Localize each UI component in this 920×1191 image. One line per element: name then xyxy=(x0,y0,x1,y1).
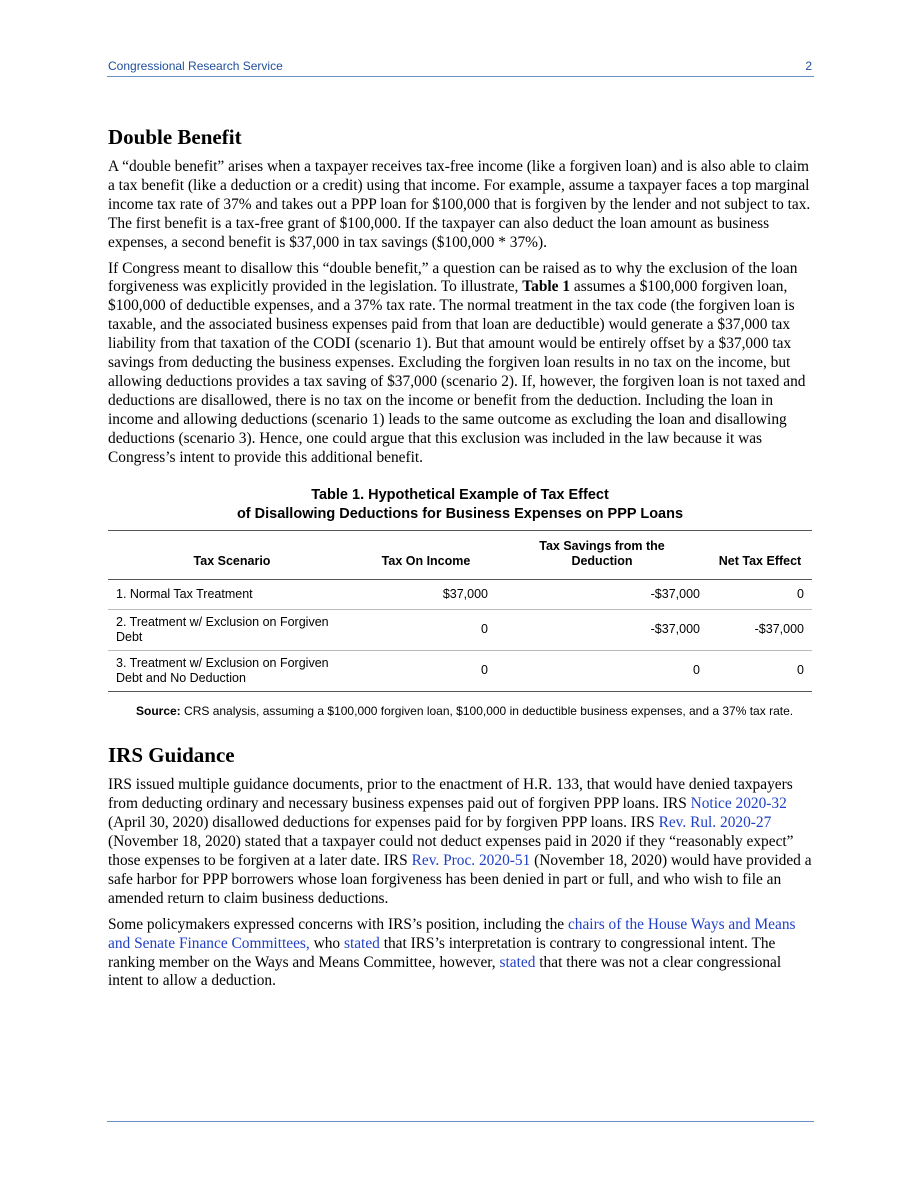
table-cell: 1. Normal Tax Treatment xyxy=(108,579,356,609)
table-row xyxy=(108,609,812,650)
text-run: IRS issued multiple guidance documents, prior to the enactment of H.R. 133, that would have denied taxpayers from deducting ordinary and necessary business expenses paid out of forgiven PPP loans. IRS xyxy=(108,776,793,813)
link-rev-proc-2020-51[interactable]: Rev. Proc. 2020-51 xyxy=(411,852,531,870)
table-cell: 2. Treatment w/ Exclusion on Forgiven Debt xyxy=(108,609,356,650)
table-cell: 3. Treatment w/ Exclusion on Forgiven Debt and No Deduction xyxy=(116,655,329,685)
running-header xyxy=(107,58,814,77)
paragraph xyxy=(108,916,812,992)
link-rev-rul-2020-27[interactable]: Rev. Rul. 2020-27 xyxy=(658,814,772,832)
source-text: CRS analysis, assuming a $100,000 forgiven loan, $100,000 in deductible business expenses, and a 37% tax rate. xyxy=(180,703,794,718)
table-cell: -$37,000 xyxy=(708,609,812,650)
link-stated-chairs[interactable]: stated xyxy=(343,934,380,952)
header-page-number: 2 xyxy=(805,59,812,73)
column-header: Net Tax Effect xyxy=(708,530,812,579)
table-cell: 0 xyxy=(708,579,812,609)
link-committee-chairs[interactable]: chairs of the House Ways and Means and Senate Finance Committees, xyxy=(108,915,796,952)
section-heading-double-benefit: Double Benefit xyxy=(108,125,242,149)
table-source-note xyxy=(136,702,812,721)
text-run: that IRS’s interpretation is contrary to congressional intent. The ranking member on the Ways and Means Committee, however, xyxy=(108,934,776,971)
main-content xyxy=(108,124,812,998)
caption-line: of Disallowing Deductions for Business Expenses on PPP Loans xyxy=(236,505,684,522)
paragraph: A “double benefit” arises when a taxpayer receives tax-free income (like a forgiven loan) and is also able to claim a tax benefit (like a deduction or a credit) using that income. For example, assume a taxpayer faces a top marginal income tax rate of 37% and takes out a PPP loan for $100,000 that is forgiven by the lender and not subject to tax. The first benefit is a tax-free grant of $100,000. If the taxpayer can also deduct the loan amount as business expenses, a second benefit is $37,000 in tax savings ($100,000 * 37%). xyxy=(108,158,811,251)
table-cell: $37,000 xyxy=(356,579,496,609)
text-run: Some policymakers expressed concerns with IRS’s position, including the xyxy=(108,915,568,933)
header-org: Congressional Research Service xyxy=(108,59,283,73)
table-caption xyxy=(108,486,812,524)
table-cell: 0 xyxy=(481,663,488,677)
table-row xyxy=(108,579,812,609)
column-header: Tax Scenario xyxy=(108,530,356,579)
source-label: Source: xyxy=(136,703,181,718)
text-run: that there was not a clear congressional intent to allow a deduction. xyxy=(108,953,782,990)
table-cell: 0 xyxy=(693,663,700,677)
column-header: Tax Savings from the Deduction xyxy=(496,530,708,579)
table-cell: 0 xyxy=(797,663,804,677)
table-row xyxy=(108,650,812,691)
caption-line: Table 1. Hypothetical Example of Tax Effect xyxy=(311,486,609,503)
text-run: assumes a $100,000 forgiven loan, $100,000 of deductible expenses, and a 37% tax rate. The normal treatment in the tax code (the forgiven loan is taxable, and the associated business expenses paid from that loan are deductible) would generate a $37,000 tax liability from that taxation of the CODI (scenario 1). But that amount would be entirely offset by a $37,000 tax savings from deducting the business expenses. Excluding the forgiven loan results in no tax on the income, but allowing deductions provides a tax saving of $37,000 (scenario 2). If, however, the forgiven loan is not taxed and deductions are disallowed, there is no tax on the income or benefit from the deduction. Including the loan in income and allowing deductions (scenario 1) leads to the same outcome as excluding the loan and disallowing deductions (scenario 3). Hence, one could argue that this exclusion was included in the law because it was Congress’s intent to provide this additional benefit. xyxy=(108,278,806,466)
column-header: Tax On Income xyxy=(356,530,496,579)
tax-effect-table xyxy=(108,530,812,692)
text-run: If Congress meant to disallow this “double benefit,” a question can be raised as to why the exclusion of the loan forgiveness was explicitly provided in the legislation. To illustrate, xyxy=(108,259,798,296)
paragraph xyxy=(108,776,812,908)
link-notice-2020-32[interactable]: Notice 2020-32 xyxy=(690,795,787,813)
text-run: (November 18, 2020) would have provided a safe harbor for PPP borrowers whose loan forgiveness has been denied in part or full, and who wish to file an amended return to claim business deductions. xyxy=(108,852,812,907)
link-stated-ranking-member[interactable]: stated xyxy=(499,953,536,971)
text-run: who xyxy=(309,934,344,952)
text-run: (November 18, 2020) stated that a taxpayer could not deduct expenses paid in 2020 if they “reasonably expect” those expenses to be forgiven at a later date. IRS xyxy=(108,833,794,870)
section-heading-irs-guidance: IRS Guidance xyxy=(108,743,235,768)
table-reference: Table 1 xyxy=(522,278,571,296)
table-cell: -$37,000 xyxy=(496,609,708,650)
paragraph xyxy=(108,260,812,468)
text-run: (April 30, 2020) disallowed deductions for expenses paid for by forgiven PPP loans. IRS xyxy=(108,814,659,832)
table-header-row xyxy=(108,530,812,579)
table-cell: 0 xyxy=(356,609,496,650)
table-cell: -$37,000 xyxy=(496,579,708,609)
footer-rule xyxy=(107,1121,814,1122)
